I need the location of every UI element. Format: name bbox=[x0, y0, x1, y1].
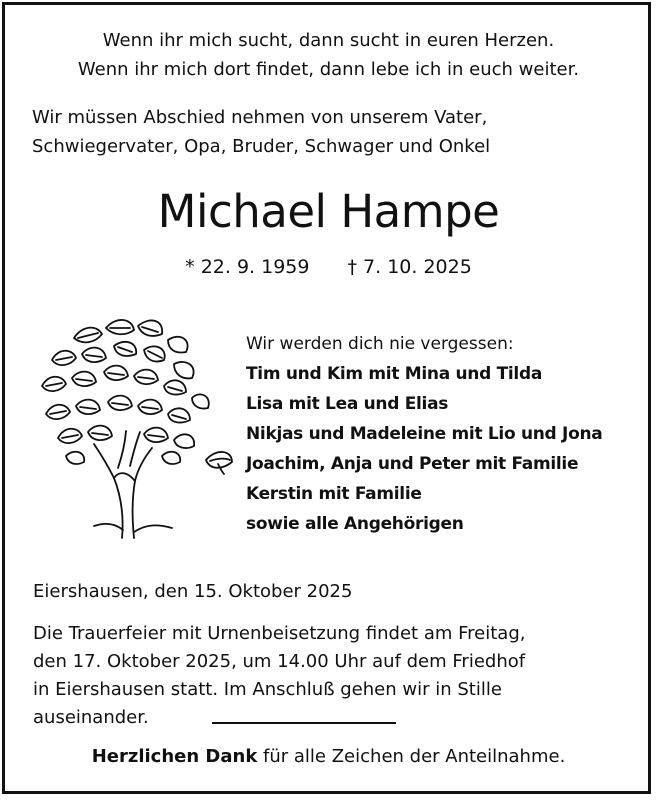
thanks-bold: Herzlichen Dank bbox=[91, 746, 258, 767]
intro-line-1: Wir müssen Abschied nehmen von unserem Vater, bbox=[32, 107, 488, 128]
mourner-entry: Kerstin mit Familie bbox=[246, 484, 422, 504]
funeral-line-3: in Eiershausen statt. Im Anschluß gehen wir in Stille bbox=[33, 679, 502, 700]
memorial-verse bbox=[0, 26, 657, 84]
birth-date: * 22. 9. 1959 bbox=[185, 256, 310, 278]
death-date: † 7. 10. 2025 bbox=[347, 256, 472, 278]
life-dates bbox=[0, 253, 657, 281]
mourner-entry: Nikjas und Madeleine mit Lio und Jona bbox=[246, 424, 603, 444]
funeral-line-2: den 17. Oktober 2025, um 14.00 Uhr auf dem Friedhof bbox=[33, 651, 526, 672]
signature-line bbox=[212, 722, 396, 724]
mourner-entry: Tim und Kim mit Mina und Tilda bbox=[246, 364, 542, 384]
mourners-heading: Wir werden dich nie vergessen: bbox=[246, 334, 514, 354]
mourner-entry: Lisa mit Lea und Elias bbox=[246, 394, 449, 414]
intro-text bbox=[32, 103, 490, 161]
place-and-date: Eiershausen, den 15. Oktober 2025 bbox=[33, 581, 353, 602]
verse-line-1: Wenn ihr mich sucht, dann sucht in euren Herzen. bbox=[102, 30, 555, 51]
funeral-line-4: auseinander. bbox=[33, 707, 149, 728]
intro-line-2: Schwiegervater, Opa, Bruder, Schwager und Onkel bbox=[32, 136, 491, 157]
thanks-rest: für alle Zeichen der Anteilnahme. bbox=[257, 746, 566, 767]
funeral-line-1: Die Trauerfeier mit Urnenbeisetzung findet am Freitag, bbox=[33, 623, 526, 644]
mourner-entry: Joachim, Anja und Peter mit Familie bbox=[246, 454, 579, 474]
mourners-list bbox=[246, 330, 602, 539]
deceased-name: Michael Hampe bbox=[157, 185, 500, 238]
verse-line-2: Wenn ihr mich dort findet, dann lebe ich in euch weiter. bbox=[77, 59, 580, 80]
mourner-entry: sowie alle Angehörigen bbox=[246, 514, 464, 534]
tree-icon bbox=[22, 306, 240, 544]
funeral-details bbox=[33, 620, 633, 732]
thanks-line bbox=[0, 743, 657, 771]
